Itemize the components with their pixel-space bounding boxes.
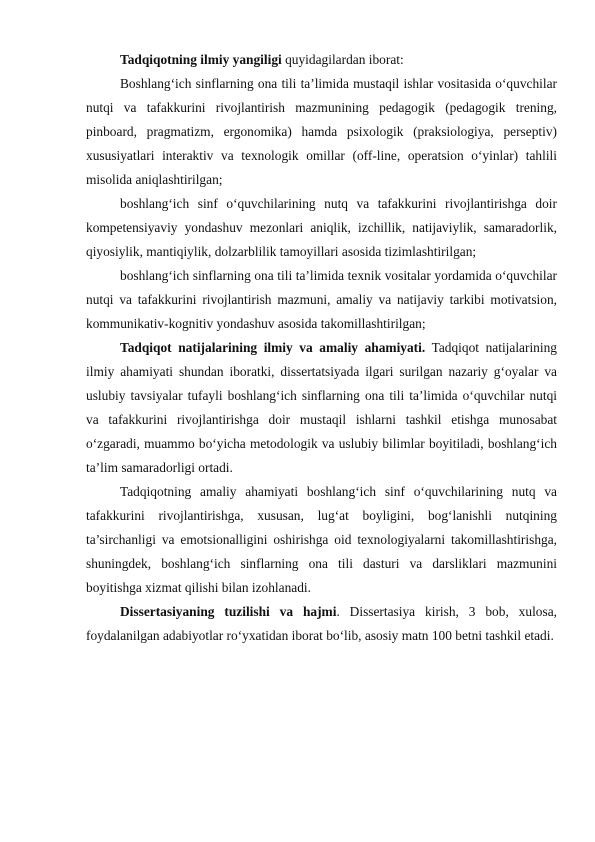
paragraph-text: Boshlang‘ich sinflarning ona tili ta’limida mustaqil ishlar vositasida o‘quvchilar nutqi va tafakkurini rivojlantirish mazmunining pedagogik (pedagogik trening, pinboard, pragmatizm, ergonomika) hamda psixologik (praksiologiya, perseptiv) xususiyatlari interaktiv va texnologik omillar (off-line, operatsion o‘yinlar) tahlili misolida aniqlashtirilgan; xyxy=(86,76,557,187)
heading-structure: Dissertasiyaning tuzilishi va hajmi xyxy=(120,604,337,619)
paragraph-novelty-item-1 xyxy=(86,72,557,192)
paragraph-structure xyxy=(86,600,557,648)
paragraph-novelty-item-2 xyxy=(86,192,557,264)
paragraph-text: boshlang‘ich sinf o‘quvchilarining nutq va tafakkurini rivojlantirishga doir kompetensiyaviy yondashuv mezonlari aniqlik, izchillik, natijaviylik, samaradorlik, qiyosiylik, mantiqiylik, dolzarblilik tamoyillari asosida tizimlashtirilgan; xyxy=(86,196,557,259)
heading-scientific-novelty: Tadqiqotning ilmiy yangiligi xyxy=(120,52,282,67)
paragraph-text: . Dissertasiya kirish, 3 bob, xulosa, foydalanilgan adabiyotlar ro‘yxatidan iborat bo‘lib, asosiy matn 100 betni tashkil etadi. xyxy=(86,604,557,643)
paragraph-novelty-intro xyxy=(86,48,557,72)
heading-significance: Tadqiqot natijalarining ilmiy va amaliy ahamiyati. xyxy=(120,340,426,355)
paragraph-text: Tadqiqotning amaliy ahamiyati boshlang‘ich sinf o‘quvchilarining nutq va tafakkurini rivojlantirishga, xususan, lug‘at boyligini, bog‘lanishli nutqining ta’sirchanligi va emotsionalligini oshirishga oid texnologiyalarni takomillashtirishga, shuningdek, boshlang‘ich sinflarning ona tili dasturi va darsliklari mazmunini boyitishga xizmat qilishi bilan izohlanadi. xyxy=(86,484,557,595)
paragraph-text: boshlang‘ich sinflarning ona tili ta’limida texnik vositalar yordamida o‘quvchilar nutqi va tafakkurini rivojlantirish mazmuni, amaliy va natijaviy tarkibi motivatsion, kommunikativ-kognitiv yondashuv asosida takomillashtirilgan; xyxy=(86,268,557,331)
paragraph-novelty-item-3 xyxy=(86,264,557,336)
paragraph-significance xyxy=(86,336,557,480)
paragraph-text: quyidagilardan iborat: xyxy=(281,52,404,67)
paragraph-practical-significance xyxy=(86,480,557,600)
paragraph-text: Tadqiqot natijalarining ilmiy ahamiyati shundan iboratki, dissertatsiyada ilgari surilgan nazariy g‘oyalar va uslubiy tavsiyalar tufayli boshlang‘ich sinflarning ona tili ta’limida o‘quvchilar nutqi va tafakkurini rivojlantirishga doir mustaqil ishlarni tashkil etishga munosabat o‘zgaradi, muammo bo‘yicha metodologik va uslubiy bilimlar boyitiladi, boshlang‘ich ta’lim samaradorligi ortadi. xyxy=(86,340,557,475)
